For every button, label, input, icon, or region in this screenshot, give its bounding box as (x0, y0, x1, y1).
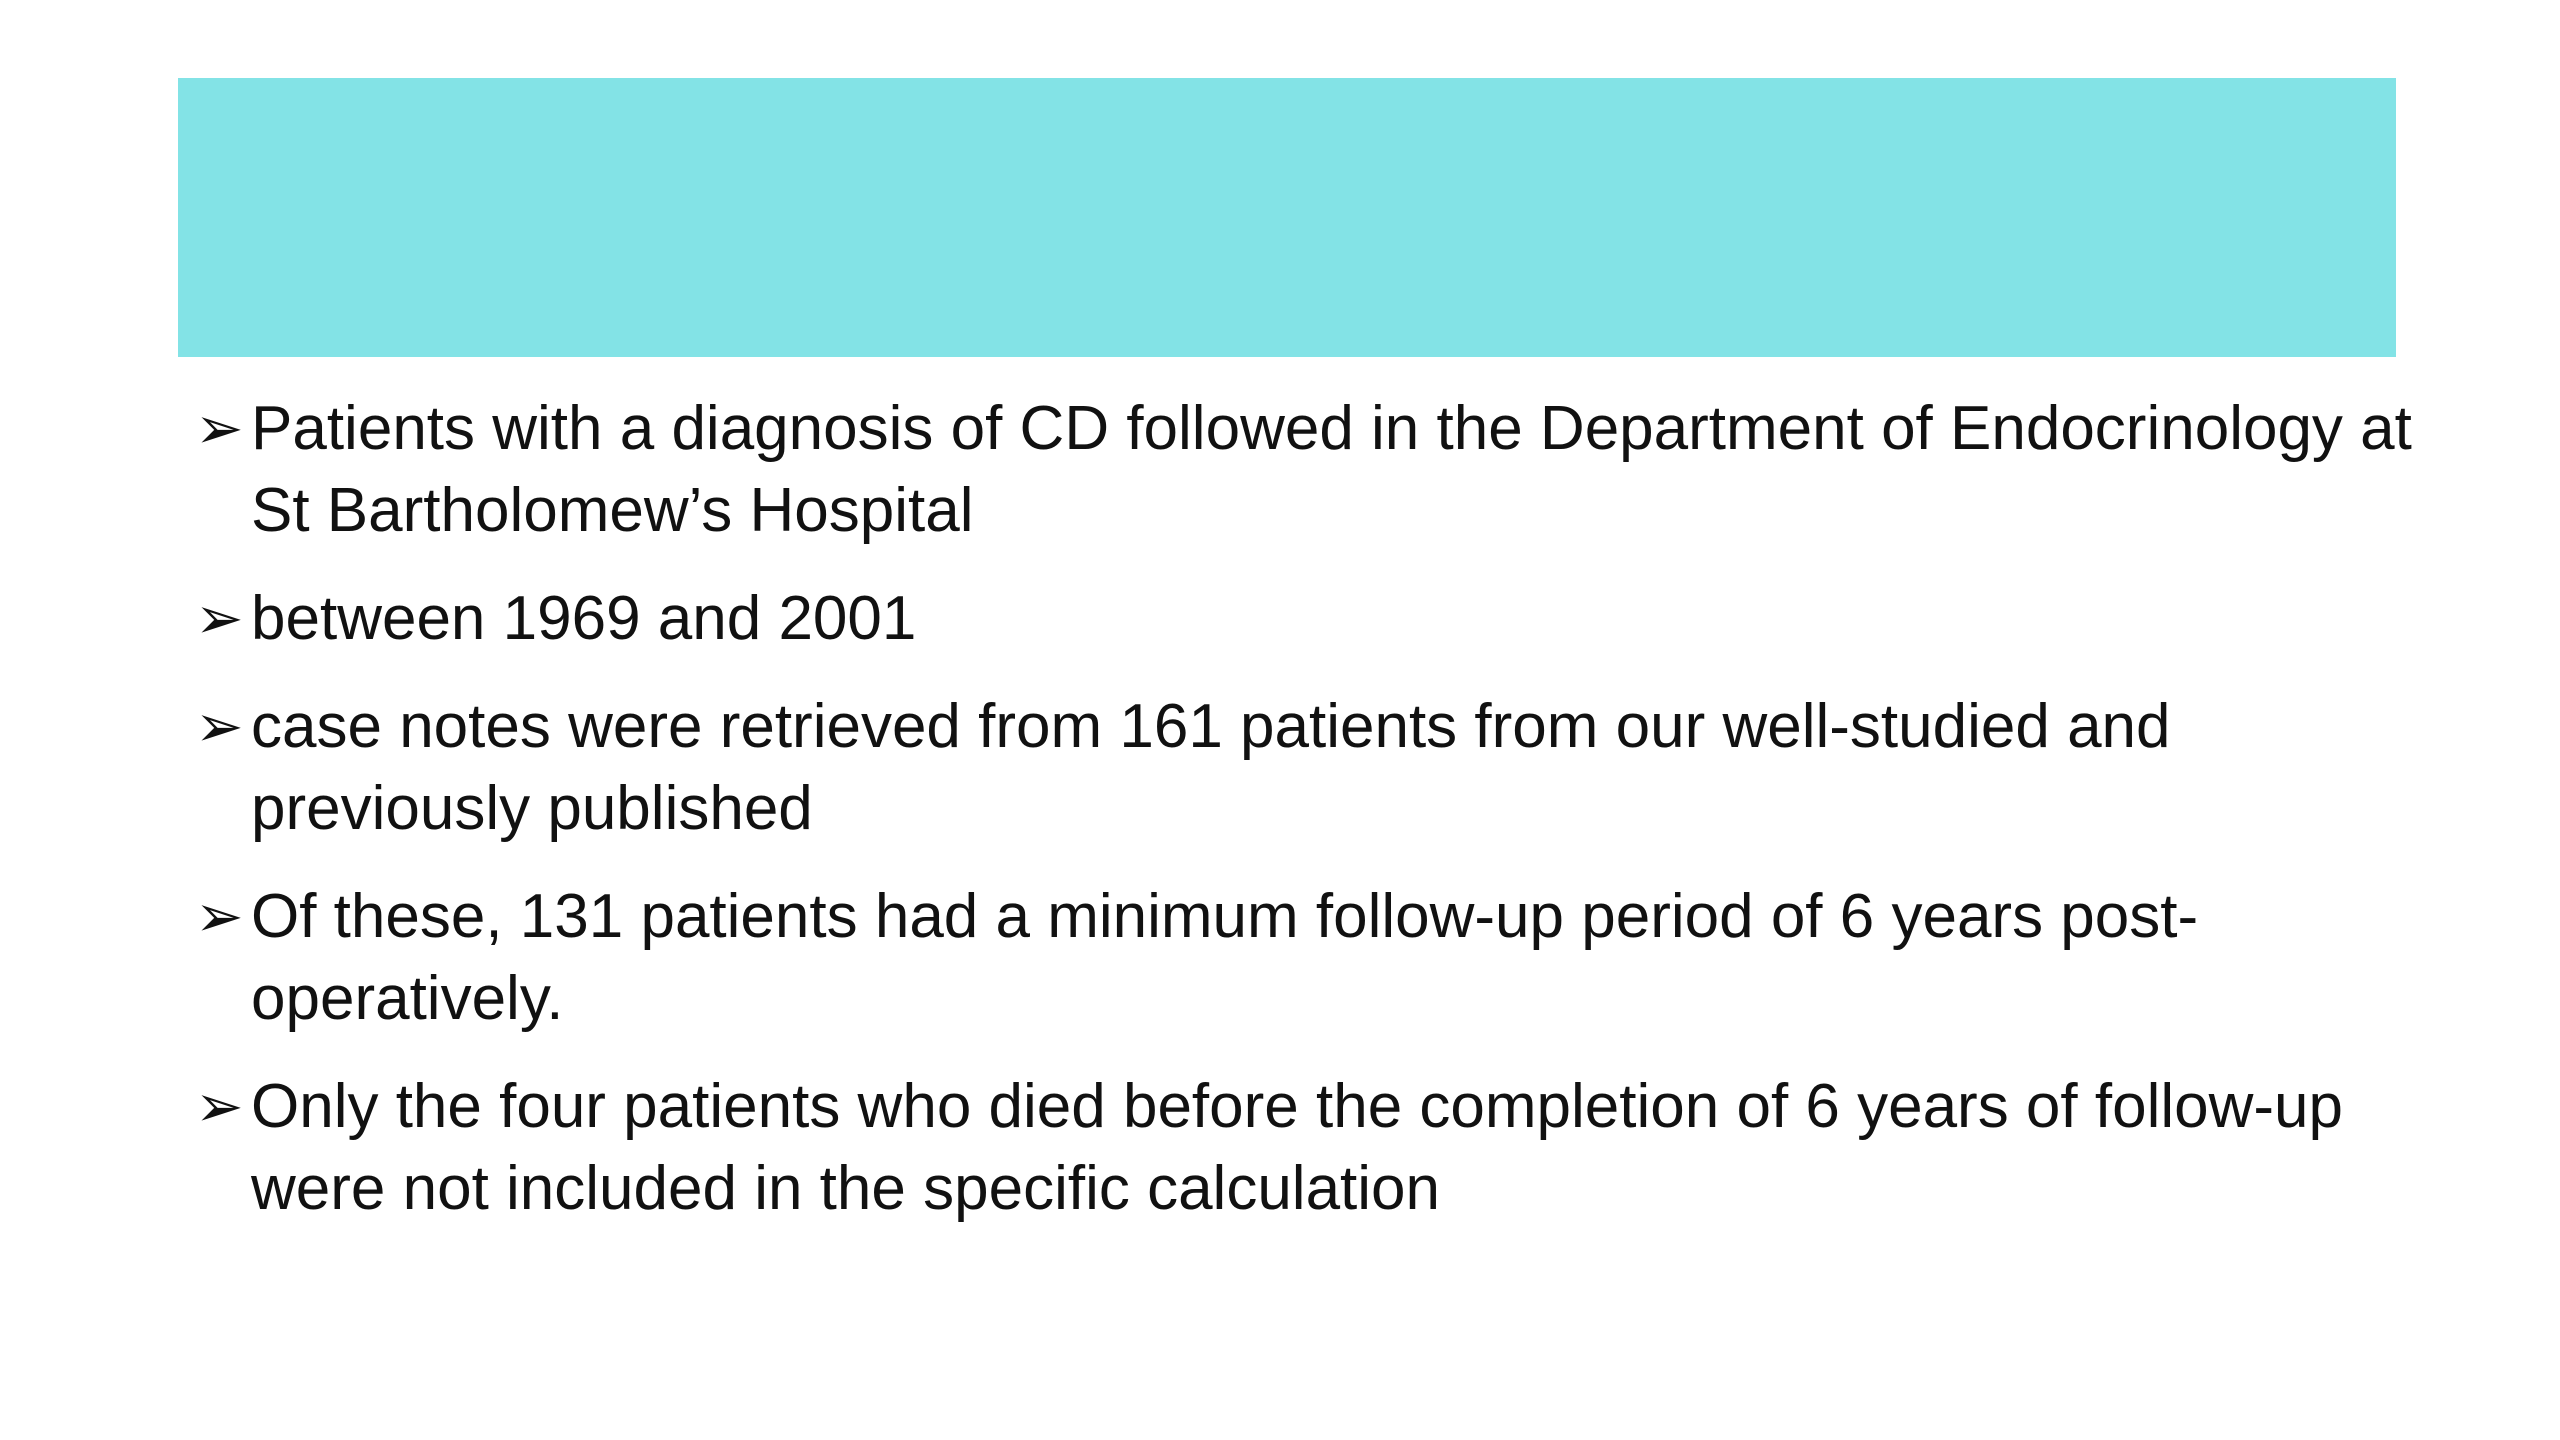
bullet-item (195, 876, 2435, 1040)
arrow-bullet-icon: ➢ (195, 1074, 244, 1139)
bullet-item (195, 578, 2435, 660)
bullet-item (195, 388, 2435, 552)
bullet-text: case notes were retrieved from 161 patients from our well-studied and previously published (251, 692, 2171, 843)
bullet-text: Patients with a diagnosis of CD followed in the Department of Endocrinology at St Bartholomew’s Hospital (251, 394, 2412, 545)
bullet-item (195, 686, 2435, 850)
arrow-bullet-icon: ➢ (195, 884, 244, 949)
bullet-text: Of these, 131 patients had a minimum follow-up period of 6 years post-operatively. (251, 882, 2199, 1033)
bullet-text: between 1969 and 2001 (251, 584, 917, 653)
bullet-text: Only the four patients who died before the completion of 6 years of follow-up were not included in the specific calculation (251, 1072, 2343, 1223)
arrow-bullet-icon: ➢ (195, 586, 244, 651)
arrow-bullet-icon: ➢ (195, 396, 244, 461)
bullet-list (195, 388, 2435, 1256)
bullet-item (195, 1066, 2435, 1230)
arrow-bullet-icon: ➢ (195, 694, 244, 759)
title-banner (178, 78, 2396, 357)
